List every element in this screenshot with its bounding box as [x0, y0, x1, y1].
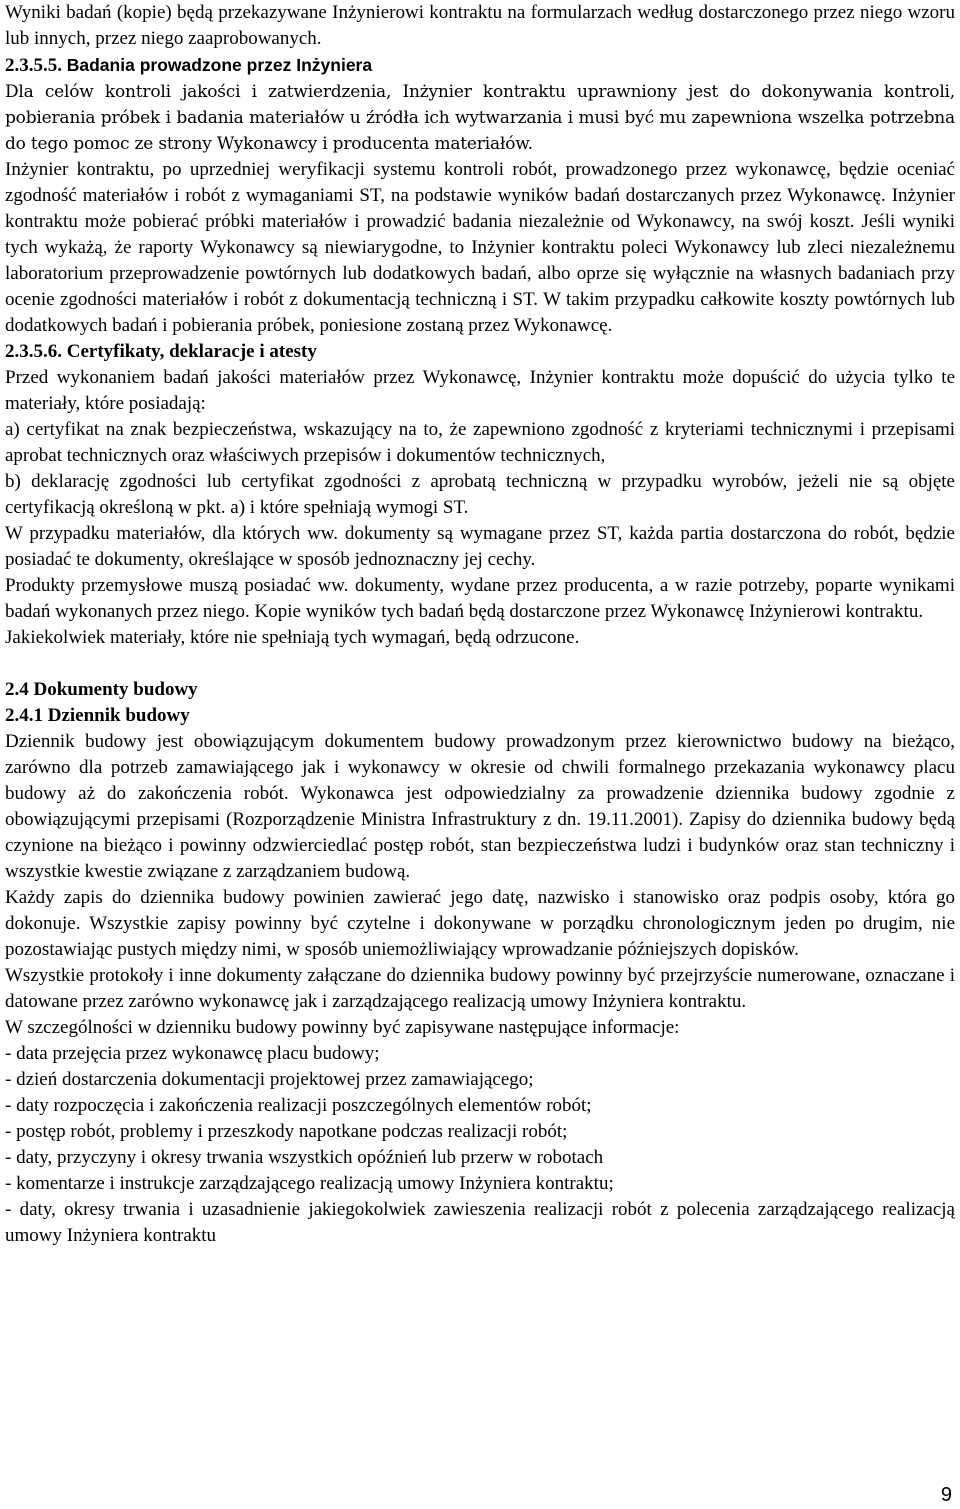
information-list	[5, 1041, 955, 1249]
section-heading-241: 2.4.1 Dziennik budowy	[5, 705, 190, 726]
paragraph-engineer-verification: Inżynier kontraktu, po uprzedniej weryfikacji systemu kontroli robót, prowadzonego przez wykonawcę, będzie oceniać zgodność materiałów i robót z wymaganiami ST, na podstawie wyników badań dostarczanych przez Wykonawcę. Inżynier kontraktu może pobierać próbki materiałów i prowadzić badania niezależnie od Wykonawcy, na swój koszt. Jeśli wyniki tych wykażą, że raporty Wykonawcy są niewiarygodne, to Inżynier kontraktu poleci Wykonawcy lub zleci niezależnemu laboratorium przeprowadzenie powtórnych lub dodatkowych badań, albo oprze się wyłącznie na własnych badaniach przy ocenie zgodności materiałów i robót z dokumentacją techniczną i ST. W takim przypadku całkowite koszty powtórnych lub dodatkowych badań i pobierania próbek, poniesione zostaną przez Wykonawcę.	[5, 159, 955, 336]
paragraph-information-intro: W szczególności w dzienniku budowy powinny być zapisywane następujące informacje:	[5, 1017, 680, 1038]
list-item: - postęp robót, problemy i przeszkody napotkane podczas realizacji robót;	[5, 1121, 568, 1142]
paragraph-site-diary: Dziennik budowy jest obowiązującym dokumentem budowy prowadzonym przez kierownictwo budowy na bieżąco, zarówno dla potrzeb zamawiającego jak i wykonawcy w okresie od chwili formalnego przekazania wykonawcy placu budowy aż do zakończenia robót. Wykonawca jest odpowiedzialny za prowadzenie dziennika budowy zgodnie z obowiązującymi przepisami (Rozporządzenie Ministra Infrastruktury z dn. 19.11.2001). Zapisy do dziennika budowy będą czynione na bieżąco i powinny odzwierciedlać postęp robót, stan bezpieczeństwa ludzi i budynków oraz stan techniczny i wszystkie kwestie związane z zarządzaniem budową.	[5, 731, 955, 882]
spacer	[5, 651, 955, 677]
paragraph-certificate-a: a) certyfikat na znak bezpieczeństwa, wskazujący na to, że zapewniono zgodność z kryteriami technicznymi i przepisami aprobat technicznych oraz właściwych przepisów i dokumentów technicznych,	[5, 419, 955, 466]
paragraph-protocols: Wszystkie protokoły i inne dokumenty załączane do dziennika budowy powinny być przejrzyście numerowane, oznaczane i datowane przez zarówno wykonawcę jak i zarządzającego realizacją umowy Inżyniera kontraktu.	[5, 965, 955, 1012]
section-number: 2.3.5.5.	[5, 55, 62, 76]
document-page	[5, 0, 955, 1249]
section-title: Badania prowadzone przez Inżyniera	[66, 55, 373, 75]
paragraph-certificate-b: b) deklarację zgodności lub certyfikat zgodności z aprobatą techniczną w przypadku wyrobów, jeżeli nie są objęte certyfikacją określoną w pkt. a) i które spełniają wymogi ST.	[5, 471, 955, 518]
section-title: Certyfikaty, deklaracje i atesty	[66, 341, 317, 362]
section-heading-2355	[5, 52, 955, 79]
list-item: - daty, okresy trwania i uzasadnienie jakiegokolwiek zawieszenia realizacji robót z polecenia zarządzającego realizacją umowy Inżyniera kontraktu	[5, 1199, 955, 1246]
list-item: - data przejęcia przez wykonawcę placu budowy;	[5, 1043, 380, 1064]
section-heading-24: 2.4 Dokumenty budowy	[5, 679, 198, 700]
paragraph-diary-entries: Każdy zapis do dziennika budowy powinien zawierać jego datę, nazwisko i stanowisko oraz podpis osoby, która go dokonuje. Wszystkie zapisy powinny być czytelne i dokonywane w porządku chronologicznym jeden po drugim, nie pozostawiając pustych między nimi, w sposób uniemożliwiający wprowadzanie późniejszych dopisków.	[5, 887, 955, 960]
paragraph-industrial-products: Produkty przemysłowe muszą posiadać ww. dokumenty, wydane przez producenta, a w razie potrzeby, poparte wynikami badań wykonanych przez niego. Kopie wyników tych badań będą dostarczone przez Wykonawcę Inżynierowi kontraktu.	[5, 575, 955, 622]
list-item: - daty rozpoczęcia i zakończenia realizacji poszczególnych elementów robót;	[5, 1095, 592, 1116]
paragraph-rejected-materials: Jakiekolwiek materiały, które nie spełniają tych wymagań, będą odrzucone.	[5, 627, 580, 648]
section-number: 2.3.5.6.	[5, 341, 62, 362]
paragraph-certificates-intro: Przed wykonaniem badań jakości materiałów przez Wykonawcę, Inżynier kontraktu może dopuścić do użycia tylko te materiały, które posiadają:	[5, 367, 955, 414]
page-number: 9	[940, 1484, 952, 1506]
section-heading-2356	[5, 339, 955, 365]
paragraph-results-copies: Wyniki badań (kopie) będą przekazywane Inżynierowi kontraktu na formularzach według dostarczonego przez niego wzoru lub innych, przez niego zaaprobowanych.	[5, 2, 955, 49]
paragraph-engineer-control: Dla celów kontroli jakości i zatwierdzenia, Inżynier kontraktu uprawniony jest do dokonywania kontroli, pobierania próbek i badania materiałów u źródła ich wytwarzania i musi być mu zapewniona wszelka potrzebna do tego pomoc ze strony Wykonawcy i producenta materiałów.	[5, 82, 955, 154]
list-item: - dzień dostarczenia dokumentacji projektowej przez zamawiającego;	[5, 1069, 534, 1090]
list-item: - komentarze i instrukcje zarządzającego realizacją umowy Inżyniera kontraktu;	[5, 1173, 614, 1194]
list-item: - daty, przyczyny i okresy trwania wszystkich opóźnień lub przerw w robotach	[5, 1147, 604, 1168]
paragraph-documents-required: W przypadku materiałów, dla których ww. dokumenty są wymagane przez ST, każda partia dostarczona do robót, będzie posiadać te dokumenty, określające w sposób jednoznaczny jej cechy.	[5, 523, 955, 570]
